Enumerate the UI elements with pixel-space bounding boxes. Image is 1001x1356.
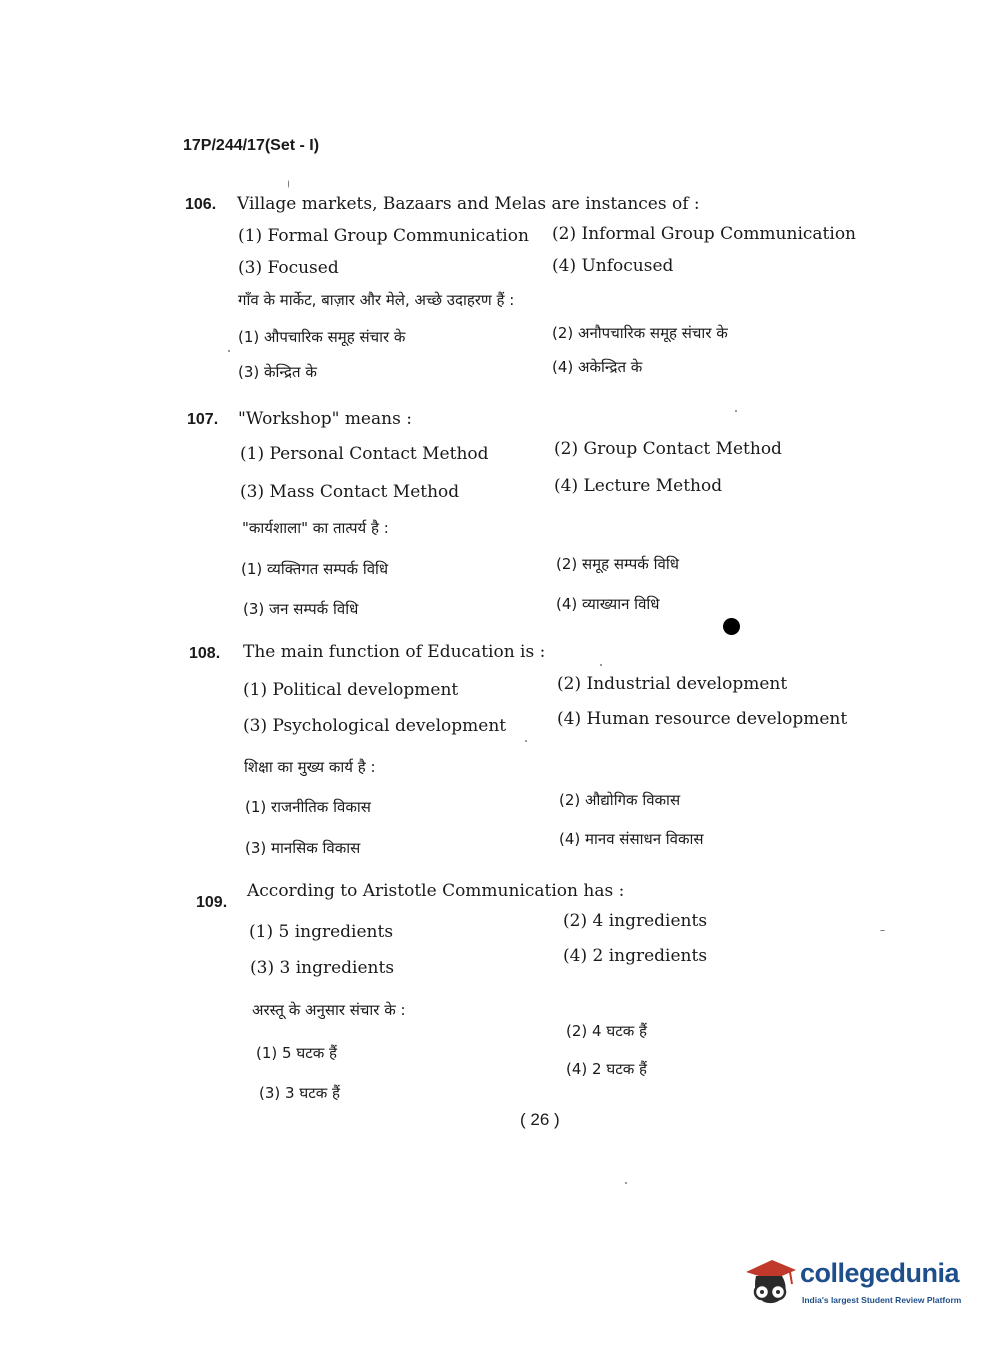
option-en-1: (1) 5 ingredients (249, 922, 394, 942)
scan-speck (735, 410, 737, 412)
option-en-4: (4) Unfocused (552, 256, 674, 276)
brand-tagline: India's largest Student Review Platform (802, 1295, 962, 1305)
option-en-3: (3) Psychological development (243, 716, 507, 736)
paper-code: 17P/244/17(Set - I) (183, 137, 320, 154)
question-text-hi: शिक्षा का मुख्य कार्य है : (244, 758, 376, 776)
option-en-1: (1) Personal Contact Method (240, 444, 489, 464)
option-en-1: (1) Formal Group Communication (238, 226, 529, 246)
question-text-en: The main function of Education is : (243, 642, 546, 662)
question-text-en: According to Aristotle Communication has : (247, 881, 625, 901)
question-text-en: Village markets, Bazaars and Melas are instances of : (237, 194, 700, 214)
option-hi-4: (4) मानव संसाधन विकास (559, 830, 704, 848)
option-hi-3: (3) 3 घटक हैं (259, 1084, 341, 1102)
scan-speck (525, 740, 527, 742)
option-en-3: (3) Mass Contact Method (240, 482, 460, 502)
ink-blot (723, 618, 740, 635)
option-hi-4: (4) 2 घटक हैं (566, 1060, 648, 1078)
option-hi-2: (2) समूह सम्पर्क विधि (556, 555, 679, 573)
question-number: 109. (196, 894, 228, 911)
scan-speck (600, 664, 602, 666)
scan-speck (880, 930, 885, 931)
option-hi-1: (1) 5 घटक हैं (256, 1044, 338, 1062)
question-text-en: "Workshop" means : (238, 409, 412, 429)
option-hi-2: (2) अनौपचारिक समूह संचार के (552, 324, 728, 342)
option-en-2: (2) Informal Group Communication (552, 224, 856, 244)
option-en-1: (1) Political development (243, 680, 459, 700)
question-number: 107. (187, 411, 219, 428)
page-number: ( 26 ) (520, 1110, 560, 1129)
option-en-4: (4) 2 ingredients (563, 946, 708, 966)
option-en-2: (2) Industrial development (557, 674, 788, 694)
collegedunia-watermark (742, 1254, 972, 1314)
question-text-hi: गाँव के मार्केट, बाज़ार और मेले, अच्छे उदाहरण हैं : (238, 291, 515, 309)
question-text-hi: "कार्यशाला" का तात्पर्य है : (242, 519, 389, 537)
option-hi-2: (2) औद्योगिक विकास (559, 791, 681, 809)
option-hi-1: (1) राजनीतिक विकास (245, 798, 371, 816)
option-en-2: (2) 4 ingredients (563, 911, 708, 931)
question-number: 108. (189, 645, 221, 662)
scan-speck (288, 180, 289, 188)
option-hi-4: (4) व्याख्यान विधि (556, 595, 660, 613)
option-hi-1: (1) व्यक्तिगत सम्पर्क विधि (241, 560, 389, 578)
option-en-4: (4) Lecture Method (554, 476, 723, 496)
option-hi-3: (3) मानसिक विकास (245, 839, 361, 857)
mascot-icon (742, 1254, 798, 1314)
option-hi-3: (3) जन सम्पर्क विधि (243, 600, 359, 618)
question-number: 106. (185, 196, 217, 213)
option-en-2: (2) Group Contact Method (554, 439, 782, 459)
option-hi-1: (1) औपचारिक समूह संचार के (238, 328, 406, 346)
scan-speck (228, 350, 230, 352)
option-hi-2: (2) 4 घटक हैं (566, 1022, 648, 1040)
brand-name: collegedunia (800, 1258, 960, 1288)
option-hi-3: (3) केन्द्रित के (238, 363, 317, 381)
scan-speck (625, 1182, 627, 1184)
question-text-hi: अरस्तू के अनुसार संचार के : (252, 1001, 406, 1019)
option-hi-4: (4) अकेन्द्रित के (552, 358, 643, 376)
option-en-4: (4) Human resource development (557, 709, 848, 729)
option-en-3: (3) Focused (238, 258, 339, 278)
option-en-3: (3) 3 ingredients (250, 958, 395, 978)
